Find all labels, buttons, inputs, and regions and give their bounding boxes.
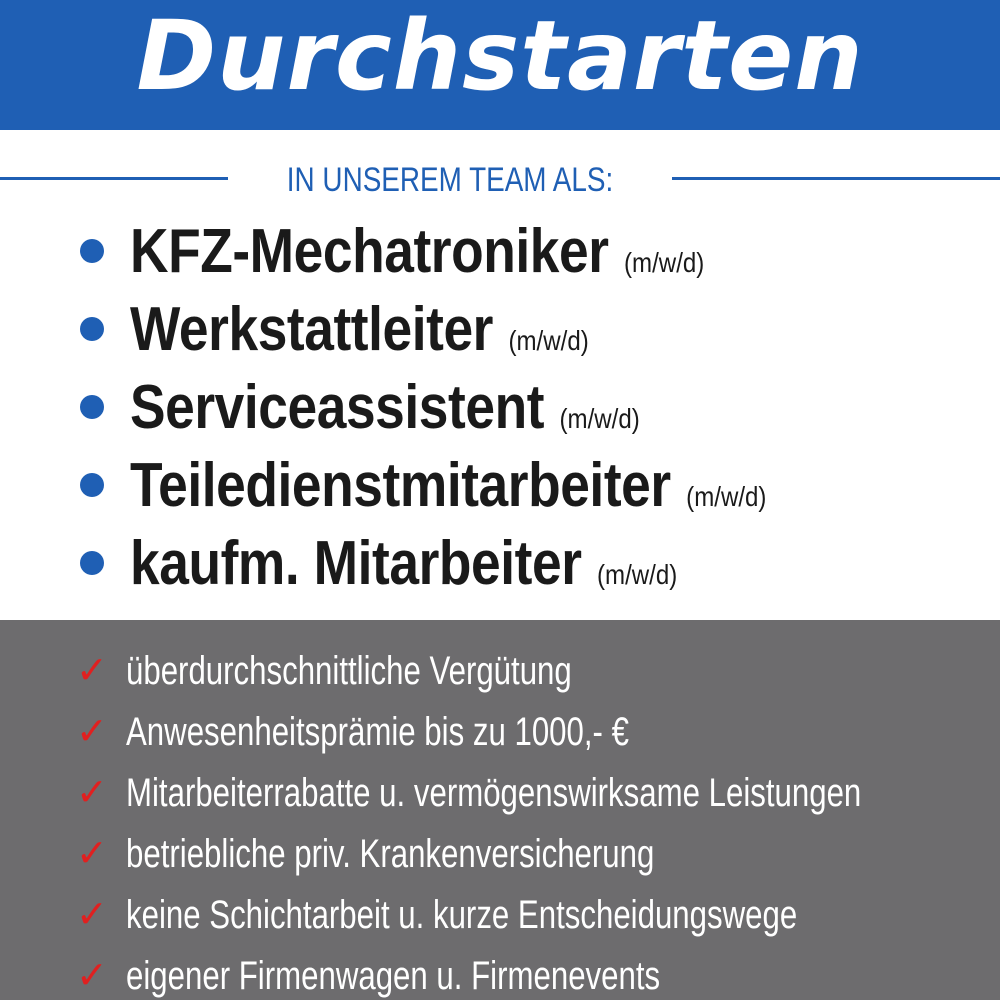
divider-line-right	[672, 177, 1000, 180]
header-banner	[0, 0, 1000, 130]
benefit-text: überdurchschnittliche Vergütung	[126, 649, 572, 693]
job-item	[0, 212, 1000, 290]
job-text	[130, 528, 677, 599]
job-list	[0, 212, 1000, 602]
benefit-list	[0, 640, 1000, 1006]
job-title: Serviceassistent	[130, 372, 545, 442]
job-title: Teiledienstmitarbeiter	[130, 450, 671, 520]
benefit-text: eigener Firmenwagen u. Firmenevents	[126, 954, 661, 998]
job-title: Werkstattleiter	[130, 294, 494, 364]
job-item	[0, 290, 1000, 368]
checkmark-icon: ✓	[76, 953, 108, 997]
job-text	[130, 216, 704, 287]
benefit-text: betriebliche priv. Krankenversicherung	[126, 832, 655, 876]
bullet-dot-icon	[80, 239, 104, 263]
checkmark-icon: ✓	[76, 648, 108, 692]
job-text	[130, 450, 766, 521]
benefit-item	[0, 945, 1000, 1006]
benefit-item	[0, 823, 1000, 884]
benefit-item	[0, 884, 1000, 945]
benefit-text: keine Schichtarbeit u. kurze Entscheidungswege	[126, 893, 798, 937]
job-title: kaufm. Mitarbeiter	[130, 528, 582, 598]
job-text	[130, 294, 589, 365]
job-gender-suffix: (m/w/d)	[508, 324, 589, 356]
bullet-dot-icon	[80, 395, 104, 419]
job-title: KFZ-Mechatroniker	[130, 216, 609, 286]
benefit-item	[0, 701, 1000, 762]
benefit-text: Mitarbeiterrabatte u. vermögenswirksame Leistungen	[126, 771, 862, 815]
benefit-item	[0, 762, 1000, 823]
subheading: IN UNSEREM TEAM ALS:	[286, 161, 614, 199]
job-gender-suffix: (m/w/d)	[597, 558, 678, 590]
checkmark-icon: ✓	[76, 892, 108, 936]
benefits-panel	[0, 620, 1000, 1000]
benefit-text: Anwesenheitsprämie bis zu 1000,- €	[126, 710, 629, 754]
bullet-dot-icon	[80, 317, 104, 341]
subheading-row	[0, 155, 1000, 205]
checkmark-icon: ✓	[76, 709, 108, 753]
bullet-dot-icon	[80, 551, 104, 575]
benefit-item	[0, 640, 1000, 701]
job-item	[0, 524, 1000, 602]
job-item	[0, 368, 1000, 446]
job-item	[0, 446, 1000, 524]
checkmark-icon: ✓	[76, 770, 108, 814]
page-title: Durchstarten	[136, 0, 864, 112]
job-text	[130, 372, 640, 443]
checkmark-icon: ✓	[76, 831, 108, 875]
job-gender-suffix: (m/w/d)	[686, 480, 767, 512]
job-gender-suffix: (m/w/d)	[624, 246, 705, 278]
bullet-dot-icon	[80, 473, 104, 497]
job-gender-suffix: (m/w/d)	[559, 402, 640, 434]
divider-line-left	[0, 177, 228, 180]
